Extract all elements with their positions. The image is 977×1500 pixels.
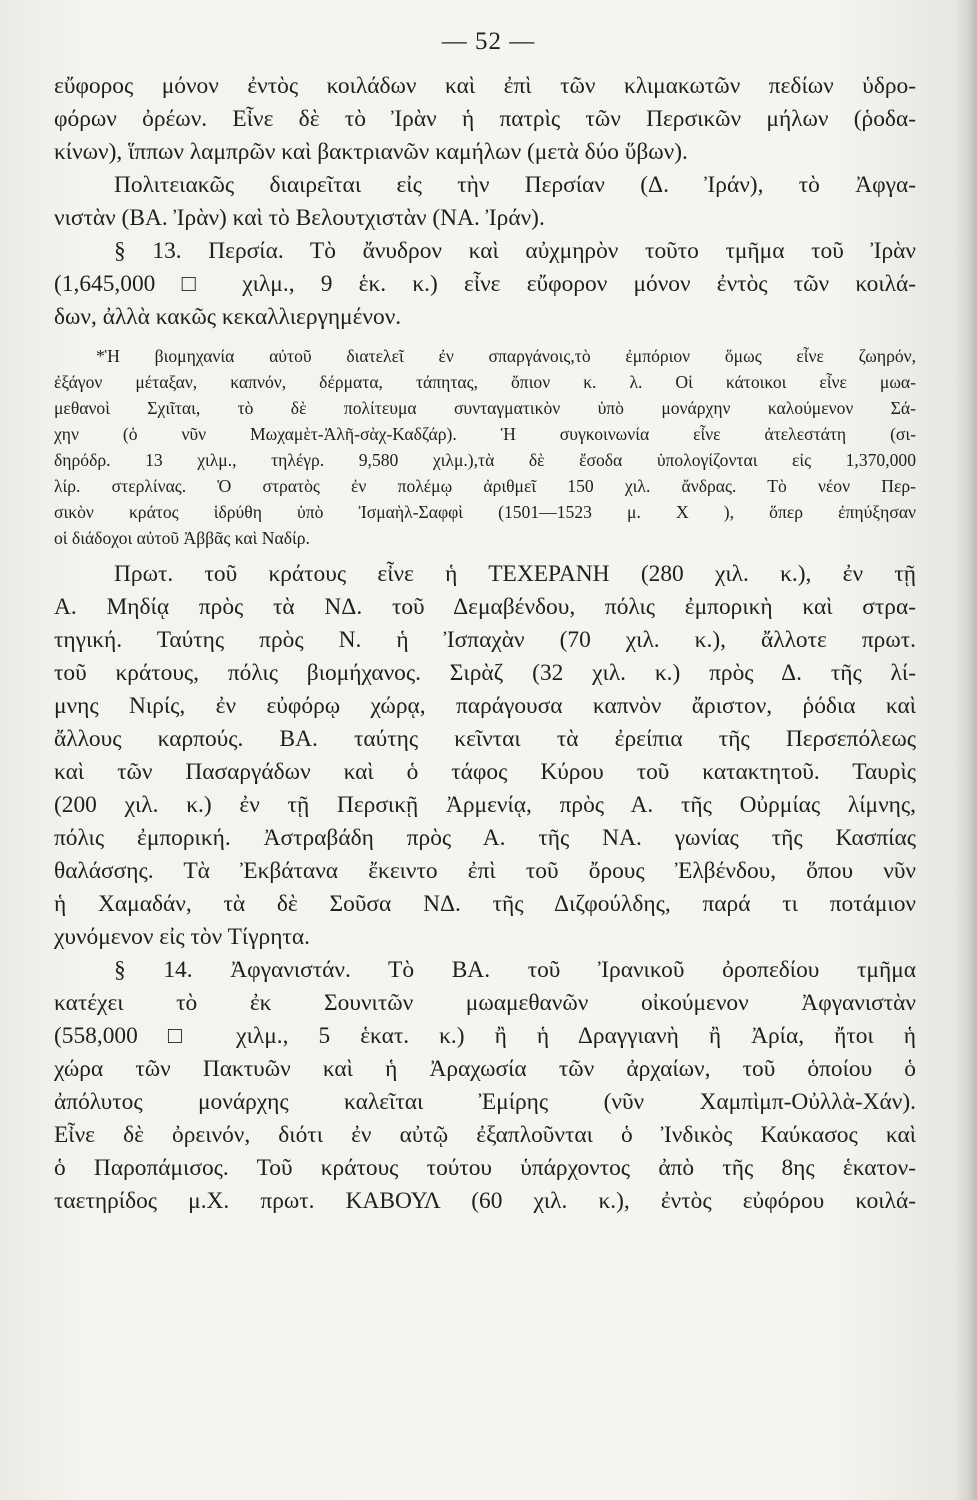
text-line: τοῦ κράτους, πόλις βιομήχανος. Σιρὰζ (32 χιλ. κ.) πρὸς Δ. τῆς λί-	[54, 660, 916, 686]
section-13-heading-line: § 13. Περσία. Τὸ ἄνυδρον καὶ αὐχμηρὸν τοῦτο τμῆμα τοῦ Ἰρὰν	[114, 238, 916, 264]
note-line: σικὸν κράτος ἱδρύθη ὑπὸ Ἰσμαὴλ-Σαφφὶ (1501—1523 μ. Χ ), ὅπερ ἐπηύξησαν	[54, 502, 916, 522]
text-line: πόλις ἐμπορική. Ἀστραβάδη πρὸς Α. τῆς ΝΑ. γωνίας τῆς Κασπίας	[54, 825, 916, 851]
text-line: κίνων), ἵππων λαμπρῶν καὶ βακτριανῶν καμήλων (μετὰ δύο ὕβων).	[54, 139, 688, 165]
note-line: λίρ. στερλίνας. Ὁ στρατὸς ἐν πολέμῳ ἀριθμεῖ 150 χιλ. ἄνδρας. Τὸ νέον Περ-	[54, 476, 916, 496]
note-line: ἐξάγον μέταξαν, καπνόν, δέρματα, τάπητας, ὄπιον κ. λ. Οἱ κάτοικοι εἶνε μωα-	[54, 372, 916, 392]
text-line: ἀπόλυτος μονάρχης καλεῖται Ἐμίρης (νῦν Χαμπὶμπ-Οὐλλὰ-Χάν).	[54, 1089, 916, 1115]
text-line: φόρων ὀρέων. Εἶνε δὲ τὸ Ἰρὰν ἡ πατρὶς τῶν Περσικῶν μήλων (ῥοδα-	[54, 106, 916, 132]
spacer	[54, 551, 916, 558]
text-line: (200 χιλ. κ.) ἐν τῇ Περσικῇ Ἀρμενίᾳ, πρὸς Α. τῆς Οὐρμίας λίμνης,	[54, 792, 916, 818]
note-line: δηρόδρ. 13 χιλμ., τηλέγρ. 9,580 χιλμ.),τὰ δὲ ἔσοδα ὑπολογίζονται εἰς 1,370,000	[54, 450, 916, 470]
section-14-heading-line: § 14. Ἀφγανιστάν. Τὸ ΒΑ. τοῦ Ἰρανικοῦ ὀροπεδίου τμῆμα	[114, 957, 916, 983]
text-line: τηγική. Ταύτης πρὸς Ν. ἡ Ἰσπαχὰν (70 χιλ. κ.), ἄλλοτε πρωτ.	[54, 627, 916, 653]
text-line: (1,645,000 □ χιλμ., 9 ἑκ. κ.) εἶνε εὔφορον μόνον ἐντὸς τῶν κοιλά-	[54, 271, 916, 297]
text-line: ἡ Χαμαδάν, τὰ δὲ Σοῦσα ΝΔ. τῆς Διζφούλδης, παρά τι ποτάμιον	[54, 891, 916, 917]
page-number: — 52 —	[441, 28, 536, 55]
text-line: ἄλλους καρπούς. ΒΑ. ταύτης κεῖνται τὰ ἐρείπια τῆς Περσεπόλεως	[54, 726, 916, 752]
text-line: ὁ Παροπάμισος. Τοῦ κράτους τούτου ὑπάρχοντος ἀπὸ τῆς 8ης ἑκατον-	[54, 1155, 916, 1181]
text-line: μνης Νιρίς, ἐν εὐφόρῳ χώρᾳ, παράγουσα καπνὸν ἄριστον, ῥόδια καὶ	[54, 693, 916, 719]
spacer	[54, 334, 916, 343]
page-edge-shadow	[955, 0, 977, 1500]
note-line: οἱ διάδοχοι αὐτοῦ Ἀββᾶς καὶ Ναδίρ.	[54, 528, 310, 548]
text-line: νιστὰν (ΒΑ. Ἰρὰν) καὶ τὸ Βελουτχιστὰν (ΝΑ. Ἰράν).	[54, 205, 545, 231]
text-line: χυνόμενον εἰς τὸν Τίγρητα.	[54, 924, 310, 950]
text-line: Πρωτ. τοῦ κράτους εἶνε ἡ ΤΕΧΕΡΑΝΗ (280 χιλ. κ.), ἐν τῇ	[114, 561, 916, 587]
note-line: χην (ὁ νῦν Μωχαμὲτ-Ἀλῆ-σὰχ-Καδζάρ). Ἡ συγκοινωνία εἶνε ἀτελεστάτη (σι-	[54, 424, 916, 444]
text-line: κατέχει τὸ ἐκ Σουνιτῶν μωαμεθανῶν οἰκούμενον Ἀφγανιστὰν	[54, 990, 916, 1016]
body-text	[54, 70, 916, 1218]
text-line: Α. Μηδίᾳ πρὸς τὰ ΝΔ. τοῦ Δεμαβένδου, πόλις ἐμπορικὴ καὶ στρα-	[54, 594, 916, 620]
text-line: (558,000 □ χιλμ., 5 ἑκατ. κ.) ἢ ἡ Δραγγιανὴ ἢ Ἀρία, ἤτοι ἡ	[54, 1023, 916, 1049]
text-line: Πολιτειακῶς διαιρεῖται εἰς τὴν Περσίαν (Δ. Ἰράν), τὸ Ἀφγα-	[114, 172, 916, 198]
note-line: μεθανοὶ Σχιῖται, τὸ δὲ πολίτευμα συνταγματικὸν ὑπὸ μονάρχην καλούμενον Σά-	[54, 398, 916, 418]
text-line: χώρα τῶν Πακτυῶν καὶ ἡ Ἀραχωσία τῶν ἀρχαίων, τοῦ ὁποίου ὁ	[54, 1056, 916, 1082]
text-line: δων, ἀλλὰ κακῶς κεκαλλιεργημένον.	[54, 304, 402, 330]
text-line: εὔφορος μόνον ἐντὸς κοιλάδων καὶ ἐπὶ τῶν κλιμακωτῶν πεδίων ὑδρο-	[54, 73, 916, 99]
note-line: *Ἡ βιομηχανία αὐτοῦ διατελεῖ ἐν σπαργάνοις,τὸ ἐμπόριον ὅμως εἶνε ζωηρόν,	[96, 346, 916, 366]
text-line: Εἶνε δὲ ὀρεινόν, διότι ἐν αὐτῷ ἐξαπλοῦνται ὁ Ἰνδικὸς Καύκασος καὶ	[54, 1122, 916, 1148]
text-line: ταετηρίδος μ.Χ. πρωτ. ΚΑΒΟΥΛ (60 χιλ. κ.), ἐντὸς εὐφόρου κοιλά-	[54, 1188, 916, 1214]
text-line: καὶ τῶν Πασαργάδων καὶ ὁ τάφος Κύρου τοῦ κατακτητοῦ. Ταυρὶς	[54, 759, 916, 785]
text-line: θαλάσσης. Τὰ Ἐκβάτανα ἔκειντο ἐπὶ τοῦ ὄρους Ἐλβένδου, ὅπου νῦν	[54, 858, 916, 884]
